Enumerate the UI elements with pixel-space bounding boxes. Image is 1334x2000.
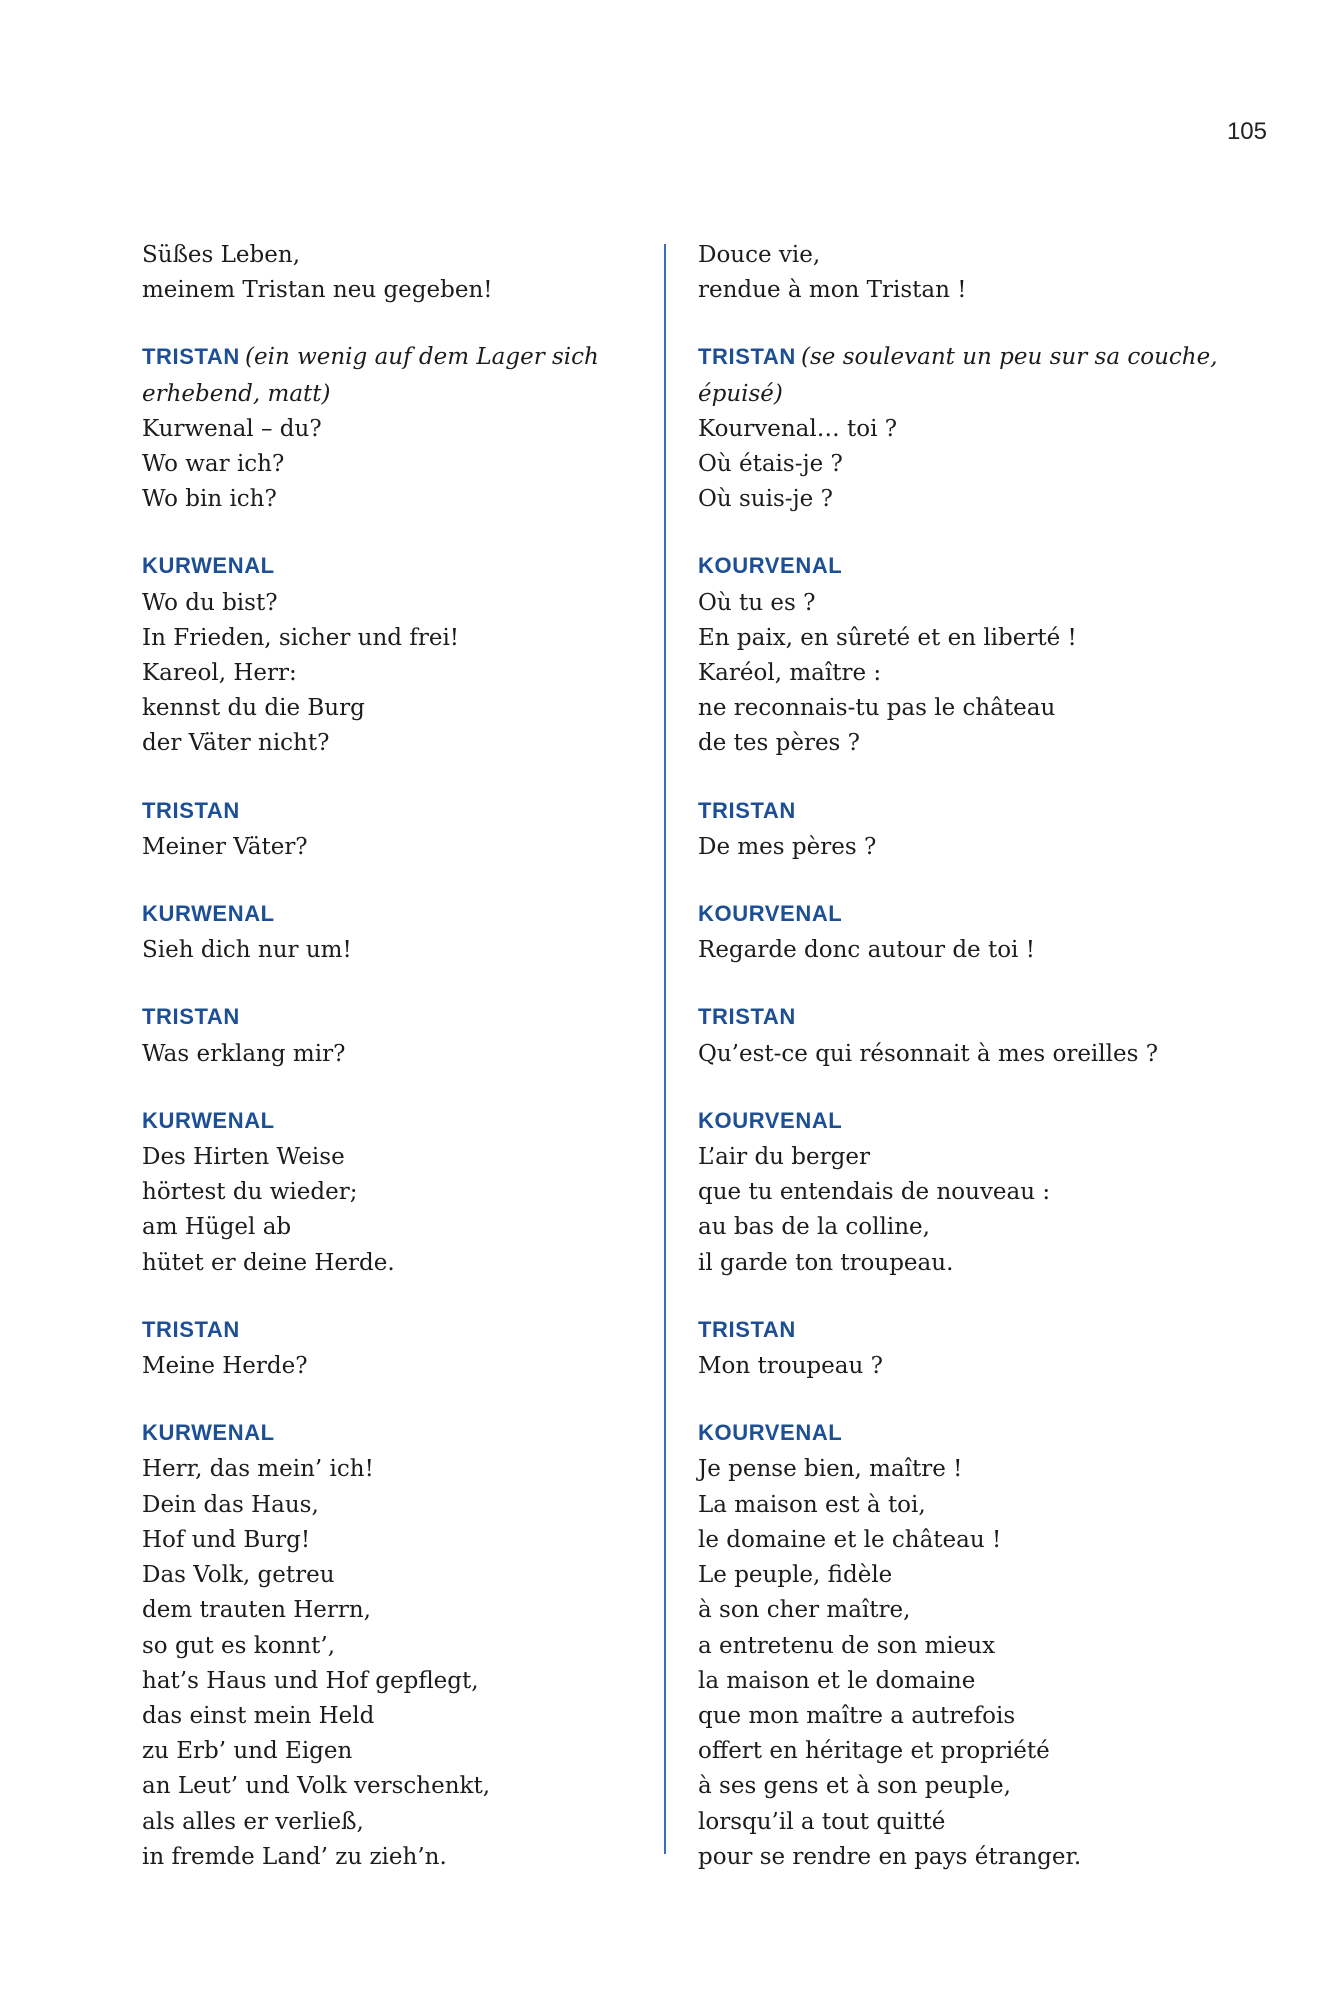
speaker-name: TRISTAN	[698, 1316, 796, 1342]
verse-line: meinem Tristan neu gegeben!	[142, 277, 493, 304]
verse-line: Regarde donc autour de toi !	[698, 937, 1035, 964]
speaker-line	[142, 999, 642, 1036]
dialogue-block	[142, 793, 642, 865]
dialogue-block	[142, 1415, 642, 1875]
verse-line: Sieh dich nur um!	[142, 937, 352, 964]
verse-line: hütet er deine Herde.	[142, 1249, 395, 1276]
verse-line: am Hügel ab	[142, 1214, 292, 1241]
dialogue-block	[142, 896, 642, 968]
speaker-line	[142, 1312, 642, 1349]
verse-line: à ses gens et à son peuple,	[698, 1773, 1011, 1800]
dialogue-block	[698, 1415, 1258, 1875]
speaker-line	[698, 548, 1258, 585]
verse-line: zu Erb’ und Eigen	[142, 1738, 353, 1765]
verse-line: que tu entendais de nouveau :	[698, 1179, 1051, 1206]
speaker-line	[698, 339, 1258, 376]
speaker-line	[142, 1103, 642, 1140]
verse-line: so gut es konnt’,	[142, 1632, 336, 1659]
speaker-line	[142, 339, 642, 376]
verse-line: De mes pères ?	[698, 833, 877, 860]
verse-line: Où étais-je ?	[698, 451, 843, 478]
verse-line: Des Hirten Weise	[142, 1144, 345, 1171]
verse-line: Le peuple, fidèle	[698, 1562, 893, 1589]
speaker-name: TRISTAN	[142, 1316, 240, 1342]
speaker-line	[142, 896, 642, 933]
german-column	[142, 238, 642, 1906]
speaker-line	[142, 1415, 642, 1452]
verse-line: lorsqu’il a tout quitté	[698, 1808, 946, 1835]
verse-line: de tes pères ?	[698, 730, 860, 757]
verse-line: a entretenu de son mieux	[698, 1632, 996, 1659]
verse-line: Je pense bien, maître !	[698, 1456, 963, 1483]
speaker-name: TRISTAN	[698, 344, 796, 370]
speaker-name: KOURVENAL	[698, 553, 843, 579]
verse-line: Meiner Väter?	[142, 833, 308, 860]
dialogue-block	[142, 548, 642, 761]
stage-direction: épuisé)	[698, 380, 783, 407]
verse-line: Wo war ich?	[142, 451, 285, 478]
speaker-name: KOURVENAL	[698, 901, 843, 927]
verse-line: an Leut’ und Volk verschenkt,	[142, 1773, 491, 1800]
dialogue-block	[142, 1312, 642, 1384]
speaker-line	[698, 1103, 1258, 1140]
verse-line: als alles er verließ,	[142, 1808, 364, 1835]
verse-line: que mon maître a autrefois	[698, 1702, 1016, 1729]
verse-line: Où suis-je ?	[698, 486, 833, 513]
verse-line: Das Volk, getreu	[142, 1562, 335, 1589]
verse-line: En paix, en sûreté et en liberté !	[698, 624, 1077, 651]
verse-line: pour se rendre en pays étranger.	[698, 1843, 1082, 1870]
speaker-line	[142, 548, 642, 585]
french-column	[698, 238, 1258, 1906]
verse-line: kennst du die Burg	[142, 695, 365, 722]
verse-line: Herr, das mein’ ich!	[142, 1456, 374, 1483]
verse-line: offert en héritage et propriété	[698, 1738, 1050, 1765]
speaker-name: KOURVENAL	[698, 1420, 843, 1446]
verse-line: Où tu es ?	[698, 589, 816, 616]
verse-line: hörtest du wieder;	[142, 1179, 358, 1206]
verse-line: der Väter nicht?	[142, 730, 330, 757]
dialogue-block	[698, 1312, 1258, 1384]
verse-line: Meine Herde?	[142, 1353, 308, 1380]
dialogue-block	[698, 238, 1258, 308]
verse-line: rendue à mon Tristan !	[698, 277, 967, 304]
dialogue-block	[698, 548, 1258, 761]
verse-line: ne reconnais-tu pas le château	[698, 695, 1056, 722]
speaker-name: TRISTAN	[142, 797, 240, 823]
verse-line: In Frieden, sicher und frei!	[142, 624, 460, 651]
speaker-line	[698, 896, 1258, 933]
speaker-line	[698, 1312, 1258, 1349]
verse-line: L’air du berger	[698, 1144, 870, 1171]
stage-direction: (se soulevant un peu sur sa couche,	[801, 344, 1218, 371]
verse-line: Kareol, Herr:	[142, 660, 297, 687]
speaker-line	[698, 793, 1258, 830]
verse-line: Was erklang mir?	[142, 1040, 346, 1067]
dialogue-block	[698, 896, 1258, 968]
verse-line: Süßes Leben,	[142, 242, 301, 268]
verse-line: il garde ton troupeau.	[698, 1249, 954, 1276]
verse-line: hat’s Haus und Hof gepflegt,	[142, 1667, 479, 1694]
dialogue-block	[698, 1103, 1258, 1281]
dialogue-block	[698, 999, 1258, 1071]
verse-line: Mon troupeau ?	[698, 1353, 883, 1380]
speaker-line	[698, 1415, 1258, 1452]
speaker-line	[698, 999, 1258, 1036]
speaker-line	[142, 793, 642, 830]
dialogue-block	[142, 339, 642, 517]
verse-line: La maison est à toi,	[698, 1491, 926, 1518]
verse-line: Qu’est-ce qui résonnait à mes oreilles ?	[698, 1040, 1159, 1067]
speaker-name: TRISTAN	[698, 797, 796, 823]
speaker-name: KURWENAL	[142, 553, 275, 579]
speaker-name: TRISTAN	[142, 1004, 240, 1030]
speaker-name: KURWENAL	[142, 1107, 275, 1133]
speaker-name: KURWENAL	[142, 1420, 275, 1446]
verse-line: au bas de la colline,	[698, 1214, 930, 1241]
verse-line: das einst mein Held	[142, 1702, 375, 1729]
dialogue-block	[142, 238, 642, 308]
verse-line: Hof und Burg!	[142, 1526, 311, 1553]
speaker-name: KURWENAL	[142, 901, 275, 927]
speaker-name: KOURVENAL	[698, 1107, 843, 1133]
verse-line: Wo du bist?	[142, 589, 278, 616]
dialogue-block	[698, 339, 1258, 517]
verse-line: la maison et le domaine	[698, 1667, 976, 1694]
dialogue-block	[698, 793, 1258, 865]
verse-line: Wo bin ich?	[142, 486, 277, 513]
column-divider	[664, 244, 666, 1854]
verse-line: Kurwenal – du?	[142, 415, 322, 442]
verse-line: Kourvenal… toi ?	[698, 415, 898, 442]
verse-line: à son cher maître,	[698, 1597, 911, 1624]
dialogue-block	[142, 999, 642, 1071]
page-number: 105	[1226, 118, 1267, 145]
verse-line: dem trauten Herrn,	[142, 1597, 371, 1624]
verse-line: Dein das Haus,	[142, 1491, 319, 1518]
speaker-name: TRISTAN	[142, 344, 240, 370]
verse-line: in fremde Land’ zu zieh’n.	[142, 1843, 447, 1870]
dialogue-block	[142, 1103, 642, 1281]
verse-line: Karéol, maître :	[698, 660, 882, 687]
stage-direction: (ein wenig auf dem Lager sich	[245, 344, 599, 371]
speaker-name: TRISTAN	[698, 1004, 796, 1030]
verse-line: le domaine et le château !	[698, 1526, 1002, 1553]
stage-direction: erhebend, matt)	[142, 380, 331, 407]
verse-line: Douce vie,	[698, 242, 821, 268]
